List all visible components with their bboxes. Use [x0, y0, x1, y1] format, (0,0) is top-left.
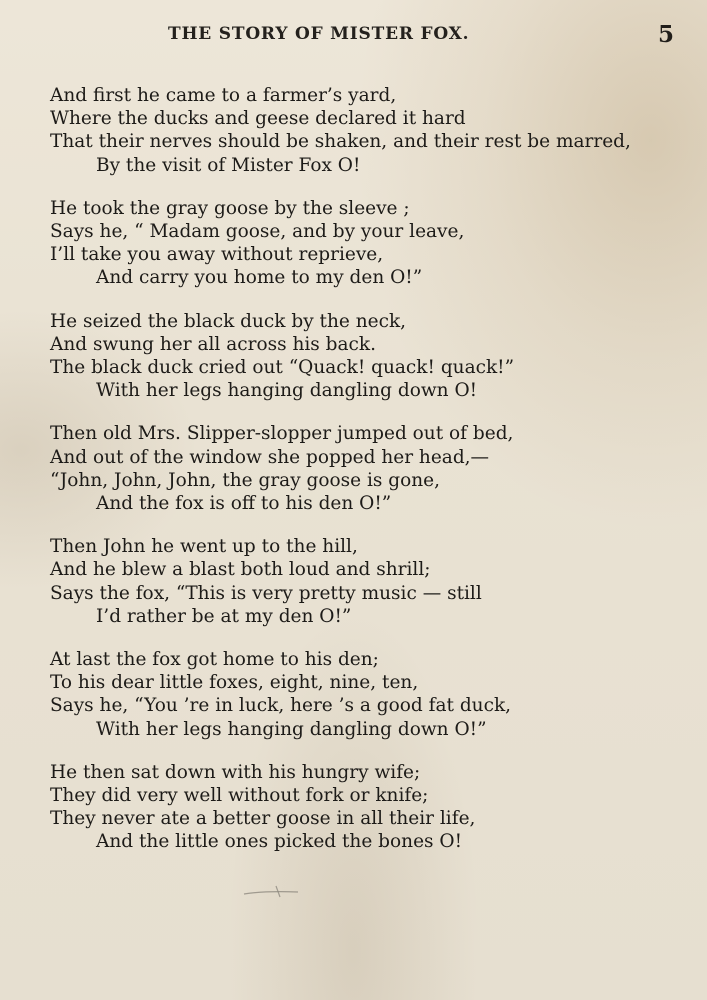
- stanza: [50, 84, 680, 177]
- verse-line-refrain: By the visit of Mister Fox O!: [96, 154, 361, 176]
- stanza: [50, 761, 680, 854]
- stanza: [50, 422, 680, 515]
- stanza: [50, 648, 680, 741]
- verse-line: And swung her all across his back.: [50, 333, 376, 355]
- verse-line: To his dear little foxes, eight, nine, ten,: [50, 672, 419, 694]
- verse-line-refrain: With her legs hanging dangling down O!”: [96, 718, 487, 740]
- verse-line: And first he came to a farmer’s yard,: [50, 85, 397, 106]
- verse-line: “John, John, John, the gray goose is gone,: [50, 469, 440, 491]
- stanza: [50, 197, 680, 290]
- verse-line: Then John he went up to the hill,: [50, 536, 358, 558]
- page-number: 5: [658, 21, 675, 48]
- poem: [50, 84, 680, 874]
- verse-line: At last the fox got home to his den;: [50, 649, 379, 671]
- verse-line: They never ate a better goose in all their life,: [50, 808, 476, 830]
- verse-line: And he blew a blast both loud and shrill;: [50, 559, 431, 581]
- stanza: [50, 310, 680, 403]
- verse-line: Where the ducks and geese declared it hard: [50, 108, 466, 130]
- verse-line: The black duck cried out “Quack! quack! quack!”: [50, 357, 515, 379]
- verse-line: And out of the window she popped her head,—: [50, 446, 490, 468]
- verse-line: Says he, “You ’re in luck, here ’s a good fat duck,: [50, 695, 512, 717]
- verse-line: Says he, “ Madam goose, and by your leave,: [50, 221, 465, 243]
- verse-line-refrain: And the fox is off to his den O!”: [96, 493, 392, 515]
- verse-line: He took the gray goose by the sleeve ;: [50, 197, 410, 219]
- verse-line: Then old Mrs. Slipper-slopper jumped out of bed,: [50, 423, 514, 445]
- verse-line-refrain: And carry you home to my den O!”: [96, 267, 423, 289]
- verse-line-refrain: And the little ones picked the bones O!: [96, 831, 462, 853]
- running-title: THE STORY OF MISTER FOX.: [168, 24, 470, 44]
- verse-line-refrain: I’d rather be at my den O!”: [96, 605, 352, 627]
- pencil-mark-icon: [242, 885, 300, 899]
- stanza: [50, 535, 680, 628]
- verse-line: They did very well without fork or knife;: [50, 785, 429, 807]
- verse-line: I’ll take you away without reprieve,: [50, 244, 384, 266]
- verse-line: He then sat down with his hungry wife;: [50, 761, 421, 783]
- verse-line: He seized the black duck by the neck,: [50, 310, 407, 332]
- verse-line: Says the fox, “This is very pretty music — still: [50, 582, 482, 604]
- verse-line: That their nerves should be shaken, and their rest be marred,: [50, 131, 631, 153]
- verse-line-refrain: With her legs hanging dangling down O!: [96, 380, 478, 402]
- page-header: [0, 21, 707, 50]
